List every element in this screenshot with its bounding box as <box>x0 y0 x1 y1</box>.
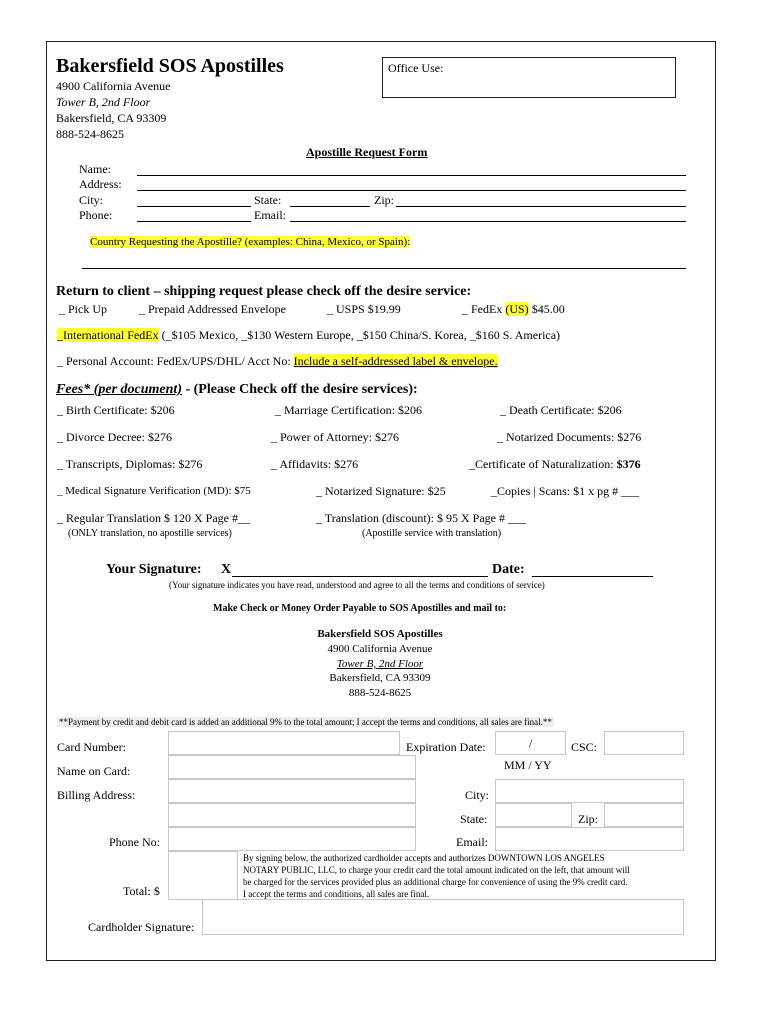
signature-x: X <box>221 562 232 577</box>
fee-death-certificate[interactable]: _ Death Certificate: $206 <box>500 403 622 417</box>
billing-address-label: Billing Address: <box>57 788 136 802</box>
fee-divorce-decree[interactable]: _ Divorce Decree: $276 <box>57 430 172 444</box>
name-on-card-input[interactable] <box>168 755 416 779</box>
email-label: Email: <box>254 208 286 222</box>
mm-yy-hint: MM / YY <box>504 758 552 772</box>
state-label: State: <box>254 193 282 207</box>
fedex-price: $45.00 <box>528 302 565 316</box>
csc-input[interactable] <box>604 731 684 755</box>
state-field[interactable] <box>290 206 370 207</box>
country-field[interactable] <box>82 268 686 269</box>
authorization-line: NOTARY PUBLIC, LLC, to charge your credit card the total amount indicated on the left, that amount will <box>243 865 630 875</box>
zip-label: Zip: <box>374 193 394 207</box>
shipping-usps[interactable]: _ USPS $19.99 <box>327 302 401 316</box>
mail-address-3: Bakersfield, CA 93309 <box>329 672 431 684</box>
phone-no-label: Phone No: <box>109 835 160 849</box>
total-label: Total: $ <box>123 884 160 898</box>
mail-address-1: 4900 California Avenue <box>327 643 433 655</box>
expiration-slash: / <box>529 736 533 750</box>
authorization-line: I accept the terms and conditions, all sales are final. <box>243 889 430 899</box>
company-address-3: Bakersfield, CA 93309 <box>56 111 167 125</box>
shipping-heading: Return to client – shipping request please check off the desire service: <box>56 284 472 299</box>
cardholder-signature-label: Cardholder Signature: <box>88 920 195 934</box>
intl-rates: (_$105 Mexico, _$130 Western Europe, _$150 China/S. Korea, _$160 S. America) <box>158 328 561 342</box>
city-field[interactable] <box>137 206 251 207</box>
phone-label: Phone: <box>79 208 113 222</box>
billing-address-input-2[interactable] <box>168 803 416 827</box>
authorization-text <box>243 852 630 900</box>
fedex-us: (US) <box>505 302 529 316</box>
date-label: Date: <box>492 562 525 577</box>
fee-notarized-documents[interactable]: _ Notarized Documents: $276 <box>497 430 642 444</box>
billing-city-input[interactable] <box>495 779 684 803</box>
naturalization-price: $376 <box>616 457 641 471</box>
discount-translation-note: (Apostille service with translation) <box>362 528 502 539</box>
company-phone: 888-524-8625 <box>56 127 124 141</box>
signature-label: Your Signature: <box>106 562 202 577</box>
signature-note: (Your signature indicates you have read, understood and agree to all the terms and conditions of service) <box>169 580 545 590</box>
billing-email-label: Email: <box>456 835 488 849</box>
fee-regular-translation[interactable]: _ Regular Translation $ 120 X Page #__ <box>57 511 250 525</box>
city-label: City: <box>79 193 104 207</box>
account-note: Include a self-addressed label & envelope. <box>293 354 498 368</box>
fee-notarized-signature[interactable]: _ Notarized Signature: $25 <box>316 484 446 498</box>
name-on-card-label: Name on Card: <box>57 764 131 778</box>
total-input[interactable] <box>168 851 238 900</box>
mail-address-2: Tower B, 2nd Floor <box>336 658 424 670</box>
regular-translation-note: (ONLY translation, no apostille services) <box>68 528 232 539</box>
shipping-pickup[interactable]: _ Pick Up <box>59 302 107 316</box>
phone-field[interactable] <box>137 221 251 222</box>
authorization-line: By signing below, the authorized cardholder accepts and authorizes DOWNTOWN LOS ANGELES <box>243 853 605 863</box>
fee-medical-signature[interactable]: _ Medical Signature Verification (MD): $75 <box>57 485 251 497</box>
expiration-label: Expiration Date: <box>406 740 486 754</box>
billing-state-label: State: <box>460 812 488 826</box>
form-title: Apostille Request Form <box>306 145 428 159</box>
phone-no-input[interactable] <box>168 827 416 851</box>
fedex-prefix: _ FedEx <box>462 302 506 316</box>
fees-heading-italic: Fees* (per document) <box>56 382 182 397</box>
office-use-label: Office Use: <box>388 61 444 75</box>
date-field[interactable] <box>532 576 653 577</box>
card-number-input[interactable] <box>168 731 400 755</box>
fee-affidavits[interactable]: _ Affidavits: $276 <box>271 457 359 471</box>
address-field[interactable] <box>137 190 686 191</box>
mail-name: Bakersfield SOS Apostilles <box>317 628 443 640</box>
shipping-fedex[interactable] <box>462 302 565 317</box>
fees-heading-rest: - (Please Check off the desire services): <box>181 382 418 397</box>
card-notice: **Payment by credit and debit card is added an additional 9% to the total amount; I accept the terms and conditions, all sales are final.** <box>59 717 552 727</box>
billing-city-label: City: <box>465 788 490 802</box>
authorization-line: be charged for the services provided plus an additional charge for convenience of using the 9% credit card. <box>243 877 628 887</box>
billing-zip-label: Zip: <box>578 812 598 826</box>
intl-label: International FedEx <box>63 328 159 342</box>
account-prefix: _ Personal Account: FedEx/UPS/DHL/ Acct No: <box>57 354 294 368</box>
billing-state-input[interactable] <box>495 803 572 827</box>
payable-instruction: Make Check or Money Order Payable to SOS Apostilles and mail to: <box>213 603 507 614</box>
intl-prefix: _ <box>57 328 63 342</box>
fee-power-of-attorney[interactable]: _ Power of Attorney: $276 <box>271 430 399 444</box>
csc-label: CSC: <box>571 740 598 754</box>
fee-transcripts[interactable]: _ Transcripts, Diplomas: $276 <box>57 457 203 471</box>
card-number-label: Card Number: <box>57 740 126 754</box>
shipping-international[interactable] <box>57 328 560 343</box>
fees-heading <box>56 382 418 398</box>
fee-naturalization[interactable] <box>469 457 641 472</box>
company-title: Bakersfield SOS Apostilles <box>56 55 284 77</box>
shipping-prepaid-envelope[interactable]: _ Prepaid Addressed Envelope <box>139 302 286 316</box>
company-address-2: Tower B, 2nd Floor <box>56 95 151 109</box>
fee-discount-translation[interactable]: _ Translation (discount): $ 95 X Page # ___ <box>316 511 526 525</box>
mail-phone: 888-524-8625 <box>348 687 412 699</box>
billing-email-input[interactable] <box>495 827 684 851</box>
naturalization-label: _Certificate of Naturalization: <box>469 457 617 471</box>
billing-address-input-1[interactable] <box>168 779 416 803</box>
fee-copies-scans[interactable]: _Copies | Scans: $1 x pg # ___ <box>491 484 640 498</box>
signature-field[interactable] <box>232 576 488 577</box>
company-address-1: 4900 California Avenue <box>56 79 171 93</box>
name-label: Name: <box>79 162 111 176</box>
office-use-box <box>382 57 676 98</box>
zip-field[interactable] <box>396 206 686 207</box>
cardholder-signature-input[interactable] <box>202 899 684 935</box>
country-question: Country Requesting the Apostille? (examples: China, Mexico, or Spain): <box>90 236 411 248</box>
email-field[interactable] <box>290 221 686 222</box>
shipping-personal-account[interactable] <box>57 354 498 369</box>
billing-zip-input[interactable] <box>604 803 684 827</box>
fee-birth-certificate[interactable]: _ Birth Certificate: $206 <box>57 403 175 417</box>
fee-marriage-certification[interactable]: _ Marriage Certification: $206 <box>275 403 422 417</box>
expiration-input[interactable] <box>495 731 566 755</box>
address-label: Address: <box>79 177 122 191</box>
name-field[interactable] <box>137 175 686 176</box>
